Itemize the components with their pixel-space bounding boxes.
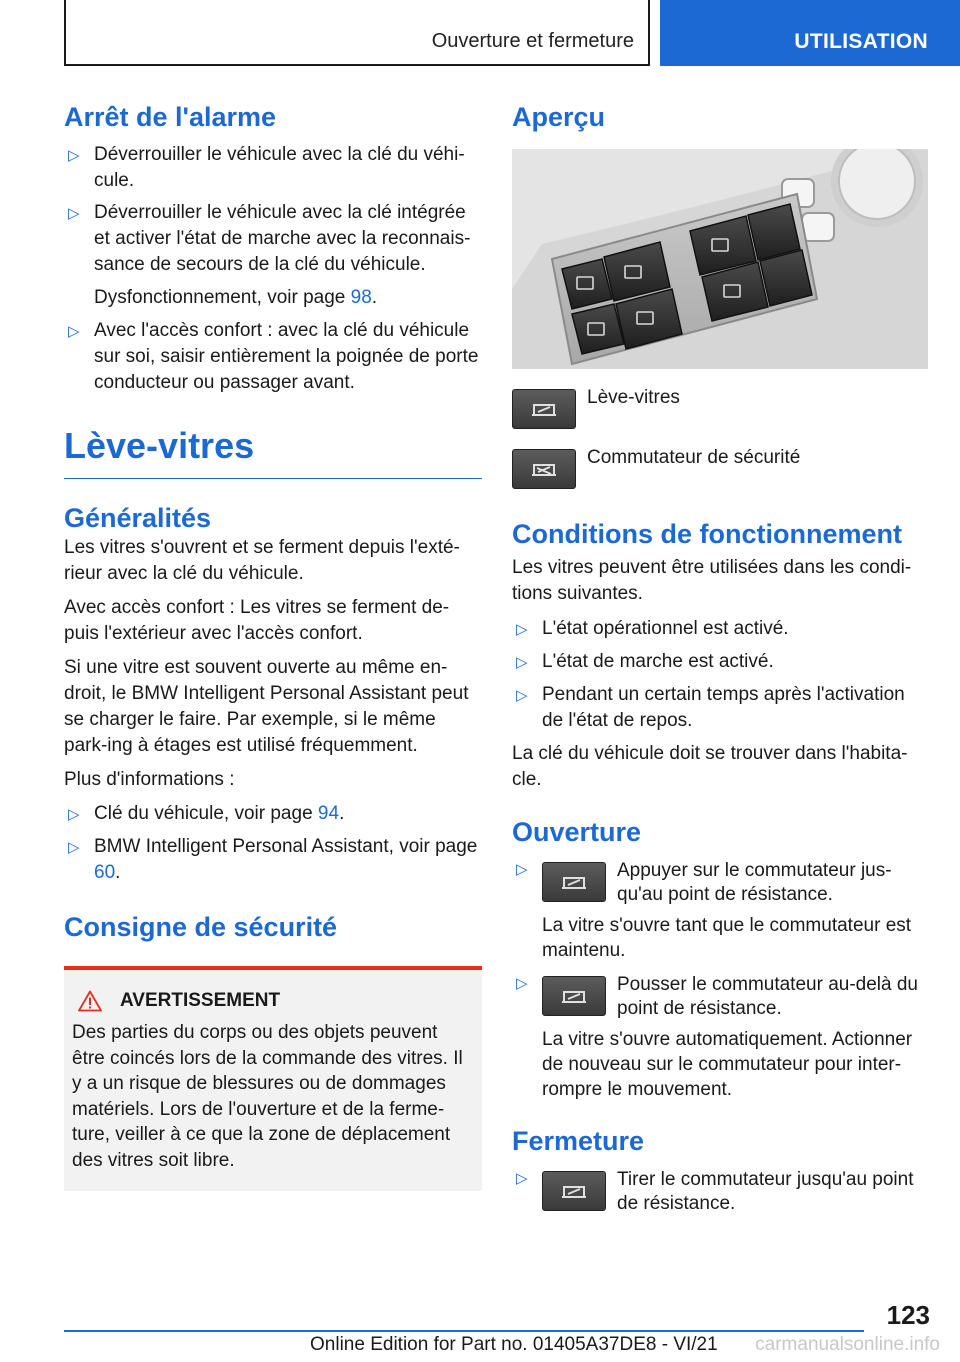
alarm-bullet-2: ▷ Déverrouiller le véhicule avec la clé intégrée et activer l'état de marche avec la reconnais-sance de secours de la clé du véhicule.: [68, 202, 471, 275]
opening-heading: Ouverture: [512, 817, 642, 847]
chapter-title: Ouverture et fermeture: [431, 30, 634, 52]
triangle-right-icon: ▷: [68, 147, 80, 164]
header-chapter-box: [64, 0, 650, 66]
window-switch-panel-illustration: [512, 149, 928, 369]
legend-safety-switch: [512, 449, 930, 489]
right-column: [512, 100, 930, 1216]
page-link-98[interactable]: 98: [350, 287, 372, 308]
triangle-right-icon: ▷: [68, 806, 80, 823]
opening-step-2: ▷ Pousser le commutateur au-delà du point de résistance. La vitre s'ouvre automatiquement. Actionner de nouveau sur le commutateur pour inter-rompre le mouvement.: [516, 974, 918, 1100]
section-title: UTILISATION: [794, 30, 928, 53]
left-column: [64, 100, 482, 1191]
alarm-bullet-3: ▷ Avec l'accès confort : avec la clé du véhicule sur soi, saisir entièrement la poignée de porte conducteur ou passager avant.: [68, 320, 479, 393]
warning-label: AVERTISSEMENT: [120, 990, 281, 1011]
edition-text: Online Edition for Part no. 01405A37DE8 - VI/21: [310, 1334, 718, 1355]
warning-triangle-icon: [78, 990, 102, 1012]
triangle-right-icon: ▷: [516, 654, 528, 671]
triangle-right-icon: ▷: [68, 323, 80, 340]
general-paragraph-2: Avec accès confort : Les vitres se ferment de-puis l'extérieur avec l'accès confort.: [64, 597, 450, 644]
triangle-right-icon: ▷: [516, 621, 528, 638]
footer-rule: [64, 1330, 864, 1332]
closing-step-1: ▷ Tirer le commutateur jusqu'au point de résistance.: [516, 1169, 914, 1214]
conditions-heading: Conditions de fonctionnement: [512, 519, 902, 549]
window-switch-icon: [542, 1171, 606, 1211]
legend-safety-switch-label: Commutateur de sécurité: [587, 447, 801, 468]
condition-bullet-1: ▷ L'état opérationnel est activé.: [512, 616, 930, 642]
legend-window-lift-label: Lève-vitres: [587, 387, 680, 408]
safety-heading: Consigne de sécurité: [64, 912, 338, 942]
general-paragraph-4: Plus d'informations :: [64, 769, 235, 790]
window-switch-icon: [542, 862, 606, 902]
triangle-right-icon: ▷: [516, 861, 528, 878]
page-number: 123: [886, 1300, 930, 1330]
condition-bullet-2: ▷ L'état de marche est activé.: [512, 649, 930, 675]
page-link-94[interactable]: 94: [317, 803, 340, 824]
triangle-right-icon: ▷: [516, 975, 528, 992]
page-link-60[interactable]: 60: [94, 862, 116, 883]
info-bullet-2: ▷ BMW Intelligent Personal Assistant, voir page 60.: [68, 836, 478, 883]
window-switch-icon: [542, 976, 606, 1016]
info-bullet-1: ▷ Clé du véhicule, voir page 94.: [64, 801, 482, 827]
condition-bullet-3: ▷ Pendant un certain temps après l'activation de l'état de repos.: [516, 684, 905, 731]
door-panel-photo: [512, 149, 928, 369]
triangle-right-icon: ▷: [68, 205, 80, 222]
legend-window-lift: [512, 389, 930, 429]
warning-box: [64, 966, 482, 1191]
overview-heading: Aperçu: [512, 102, 606, 132]
window-switch-icon: [512, 389, 576, 429]
window-lifts-heading: Lève-vitres: [64, 425, 255, 466]
alarm-bullet-1: ▷ Déverrouiller le véhicule avec la clé du véhi-cule.: [68, 144, 465, 191]
watermark: carmanualsonline.info: [755, 1334, 940, 1355]
triangle-right-icon: ▷: [516, 687, 528, 704]
triangle-right-icon: ▷: [68, 839, 80, 856]
general-paragraph-1: Les vitres s'ouvrent et se ferment depuis l'exté-rieur avec la clé du véhicule.: [64, 537, 460, 584]
warning-text: Des parties du corps ou des objets peuvent être coincés lors de la commande des vitres. Il y a un risque de blessures ou de dommages matériels. Lors de l'ouverture et de la ferme-ture, veiller à ce que la zone de déplacement des vitres soit libre.: [72, 1022, 463, 1171]
alarm-note: Dysfonctionnement, voir page 98.: [94, 287, 378, 308]
alarm-heading: Arrêt de l'alarme: [64, 102, 277, 132]
heading-rule: [64, 478, 482, 479]
conditions-paragraph-2: La clé du véhicule doit se trouver dans l'habita-cle.: [512, 743, 908, 790]
closing-heading: Fermeture: [512, 1126, 645, 1156]
header-section-tab: [660, 0, 960, 66]
opening-step-1: ▷ Appuyer sur le commutateur jus-qu'au point de résistance. La vitre s'ouvre tant que le commutateur est maintenu.: [516, 860, 912, 961]
safety-switch-icon: [512, 449, 576, 489]
general-heading: Généralités: [64, 503, 212, 533]
warning-header: [78, 990, 474, 1012]
triangle-right-icon: ▷: [516, 1170, 528, 1187]
general-paragraph-3: Si une vitre est souvent ouverte au même en-droit, le BMW Intelligent Personal Assistant peut se charger le faire. Par exemple, si le même park-ing à étages est utilisé fréquemment.: [64, 657, 469, 756]
conditions-paragraph-1: Les vitres peuvent être utilisées dans les condi-tions suivantes.: [512, 557, 912, 604]
